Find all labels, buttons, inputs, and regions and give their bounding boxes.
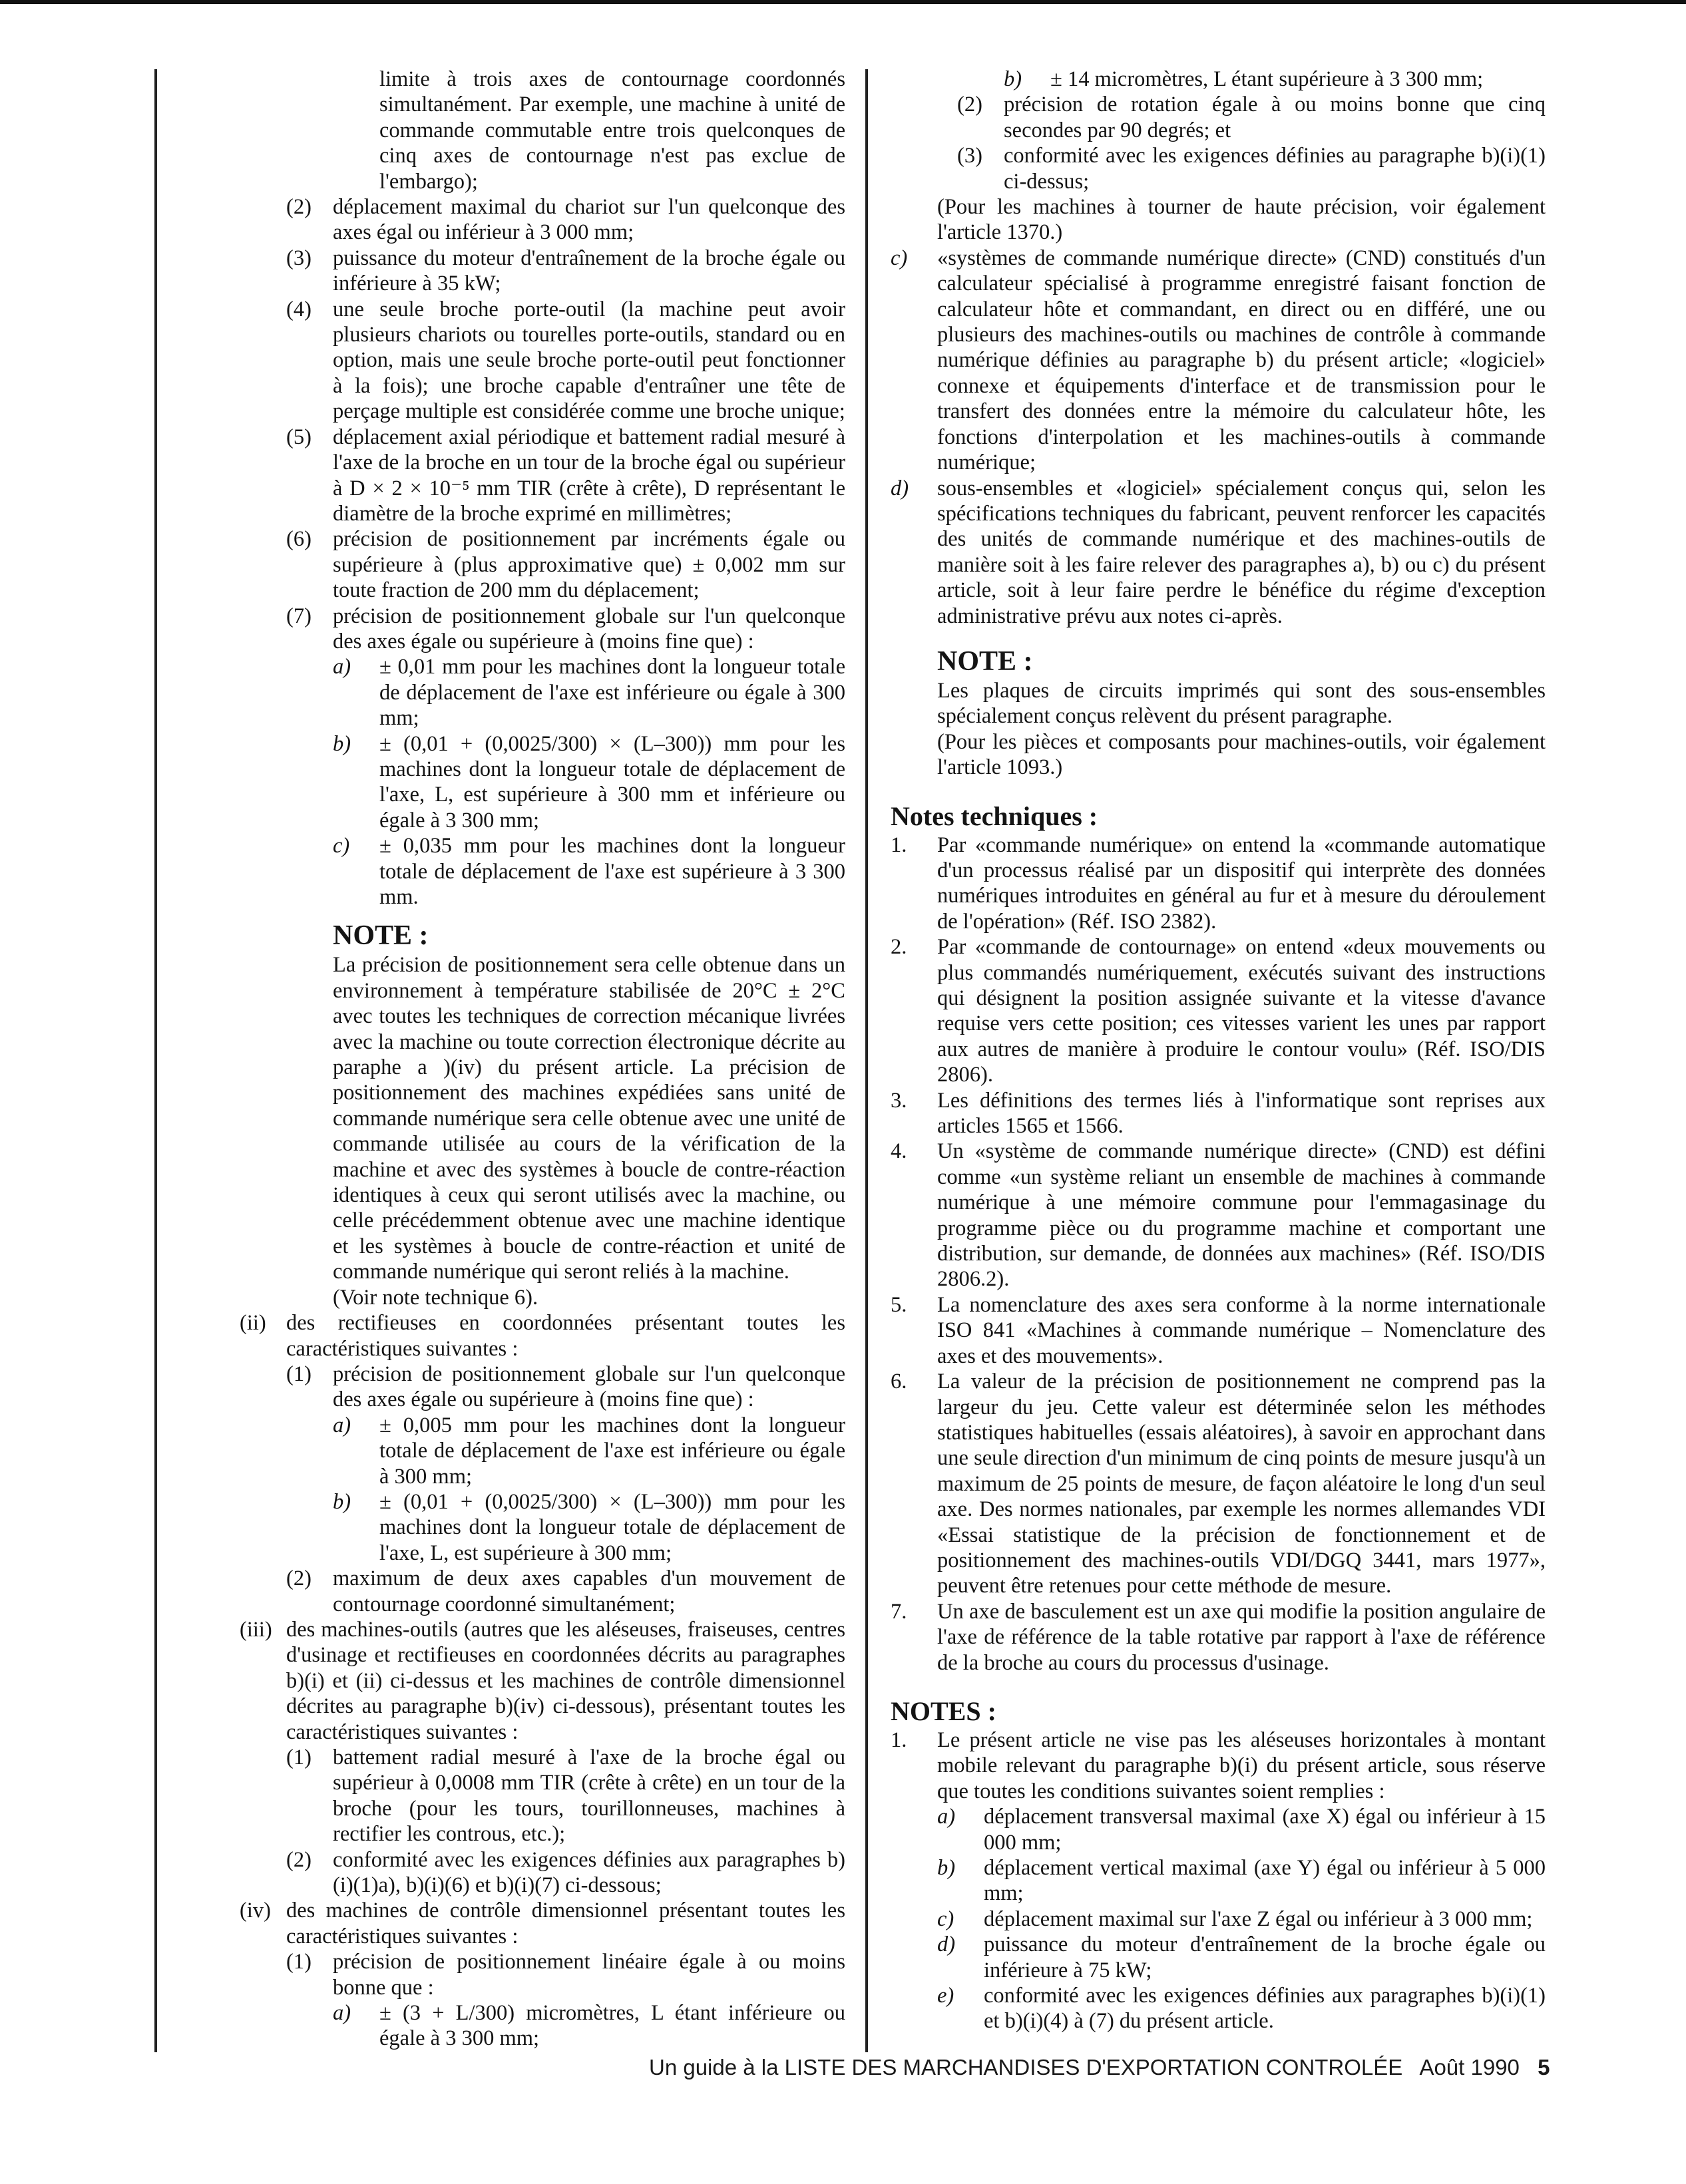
list-item-label: b) xyxy=(1004,67,1022,91)
list-item xyxy=(891,476,1546,629)
list-item-text: déplacement vertical maximal (axe Y) égal ou inférieur à 5 000 mm; xyxy=(984,1856,1546,1906)
list-item-label: a) xyxy=(937,1805,956,1829)
list-item xyxy=(333,731,845,834)
right-item-list xyxy=(891,67,1546,629)
list-item-text: Un axe de basculement est un axe qui modifie la position angulaire de l'axe de référence de la table rotative par rapport à l'axe de référence de la broche au cours du processus d'usinage. xyxy=(937,1599,1546,1675)
list-item xyxy=(286,246,845,297)
list-item-label: a) xyxy=(333,1413,351,1437)
list-item-text: battement radial mesuré à l'axe de la broche égal ou supérieur à 0,0008 mm TIR (crête à crête) en un tour de la broche (pour les tours, tourillonneuses, machines à rectifier les controus, etc.); xyxy=(333,1745,845,1847)
list-item-text: précision de positionnement par incréments égale ou supérieure à (plus approximative que) ± 0,002 mm sur toute fraction de 200 mm du déplacement; xyxy=(333,527,845,603)
list-item xyxy=(957,143,1546,194)
page-top-rule xyxy=(0,0,1686,4)
list-item-text: ± (0,01 + (0,0025/300) × (L–300)) mm pour les machines dont la longueur totale de déplacement de l'axe, L, est supérieure à 300 mm et inférieure ou égale à 3 300 mm; xyxy=(379,731,845,832)
left-column xyxy=(220,67,845,2052)
list-item-text: sous-ensembles et «logiciel» spécialement conçus qui, selon les spécifications techniques du fabricant, peuvent renforcer les capacités des unités de commande numérique et des machines-outils de manière soit à les faire relever des paragraphes a), b) ou c) du présent article, soit à leur faire perdre le bénéfice du régime d'exception administrative prévu aux notes ci-après. xyxy=(937,476,1546,628)
list-item xyxy=(379,67,845,194)
list-item-text: ± 0,035 mm pour les machines dont la longueur totale de déplacement de l'axe est supérieure à 3 300 mm. xyxy=(379,834,845,909)
list-item-text: Le présent article ne vise pas les aléseuses horizontales à montant mobile relevant du paragraphe b)(i) du présent article, sous réserve que toutes les conditions suivantes soient remplies : xyxy=(937,1728,1546,1803)
list-item-label: 4. xyxy=(891,1139,907,1164)
list-item-label: (iii) xyxy=(240,1617,272,1642)
list-item-text: ± (3 + L/300) micromètres, L étant inférieure ou égale à 3 300 mm; xyxy=(379,2001,845,2051)
list-item-text: précision de rotation égale à ou moins bonne que cinq secondes par 90 degrés; et xyxy=(1004,92,1546,142)
list-item xyxy=(286,1949,845,2000)
list-item-text: déplacement axial périodique et battement radial mesuré à l'axe de la broche en un tour de la broche égal ou supérieur à D × 2 × 10⁻⁵ mm TIR (crête à crête), D représentant le diamètre de la broche exprimé en millimètres; xyxy=(333,425,845,526)
list-item-label: c) xyxy=(333,834,350,858)
left-note-see: (Voir note technique 6). xyxy=(333,1285,538,1310)
list-item-text: Les définitions des termes liés à l'informatique sont reprises aux articles 1565 et 1566. xyxy=(937,1088,1546,1139)
list-item-label: 7. xyxy=(891,1599,907,1624)
list-item-text: Par «commande de contournage» on entend «deux mouvements ou plus commandés numériquement, exécutés suivant des instructions qui désignent la position assignée suivante et la vitesse d'avance requise vers cette position; ces vitesses varient les unes par rapport aux autres de manière à produire le contour voulu» (Réf. ISO/DIS 2806). xyxy=(937,935,1546,1087)
list-item-text: La nomenclature des axes sera conforme à la norme internationale ISO 841 «Machines à commande numérique – Nomenclature des axes et des mouvements». xyxy=(937,1292,1546,1368)
list-item xyxy=(333,654,845,731)
list-item-label: 1. xyxy=(891,1728,907,1752)
list-item xyxy=(937,194,1546,246)
list-item-label: 2. xyxy=(891,935,907,960)
list-item-label: (1) xyxy=(286,1950,312,1974)
list-item-label: (1) xyxy=(286,1745,312,1769)
list-item xyxy=(891,1369,1546,1599)
list-item xyxy=(333,2000,845,2052)
list-item xyxy=(957,92,1546,143)
list-item xyxy=(286,526,845,603)
list-item-label: (2) xyxy=(957,92,982,117)
list-item-label: a) xyxy=(333,2001,351,2026)
list-item xyxy=(891,1728,1546,1804)
list-item xyxy=(286,1362,845,1413)
left-note-text: La précision de positionnement sera celle obtenue dans un environnement à température stabilisée de 20°C ± 2°C avec toutes les techniques de correction mécanique livrées avec la machine ou toute correction électronique décrite au paraphe a )(iv) du présent article. La précision de positionnement des machines expédiées sans unité de commande numérique sera celle obtenue avec une unité de commande utilisée au cours de la vérification de la machine et avec des systèmes à boucle de contre-réaction identiques à ceux qui seront utilisés avec la machine, ou celle précédemment obtenue avec une machine identique et les systèmes à boucle de contre-réaction et unité de commande numérique qui seront reliés à la machine. xyxy=(333,953,845,1284)
list-item xyxy=(891,1292,1546,1369)
list-item-text: une seule broche porte-outil (la machine peut avoir plusieurs chariots ou tourelles porte-outils, standard ou en option, mais une seule broche porte-outil peut fonctionner à la fois); une broche capable d'entraîner une tête de perçage multiple est considérée comme une broche unique; xyxy=(333,297,845,424)
list-item-label: (3) xyxy=(286,246,312,270)
list-item-label: 1. xyxy=(891,832,907,857)
list-item-text: «systèmes de commande numérique directe» (CND) constitués d'un calculateur spécialisé à programme enregistré faisant fonction de calculateur hôte et commandant, en direct ou en différé, une ou plusieurs des machines-outils ou machines de contrôle à commande numérique définies au paragraphe b) du présent article; «logiciel» connexe et équipements d'interface et de transmission pour le transfert des données entre la mémoire du calculateur hôte, les fonctions d'interpolation et les machines-outils à commande numérique; xyxy=(937,246,1546,475)
list-item-text: des machines de contrôle dimensionnel présentant toutes les caractéristiques suivantes : xyxy=(286,1899,845,1948)
list-item-label: (3) xyxy=(957,144,982,168)
footer-guide-title: Un guide à la LISTE DES MARCHANDISES D'EXPORTATION CONTROLÉE xyxy=(649,2055,1403,2080)
list-item-label: (2) xyxy=(286,195,312,220)
list-item xyxy=(286,297,845,425)
list-item-label: 5. xyxy=(891,1292,907,1317)
list-item-label: (5) xyxy=(286,425,312,449)
list-item-label: d) xyxy=(891,476,909,500)
list-item-label: 6. xyxy=(891,1369,907,1394)
list-item xyxy=(1004,67,1546,92)
column-divider-left xyxy=(154,69,157,2052)
list-item-label: (2) xyxy=(286,1566,312,1591)
list-item xyxy=(333,1489,845,1566)
tech-notes-heading: Notes techniques : xyxy=(891,801,1098,831)
list-item xyxy=(891,1599,1546,1676)
list-item-label: b) xyxy=(333,731,351,756)
list-item-text: La valeur de la précision de positionnement ne comprend pas la largeur du jeu. Cette valeur est déterminée selon les méthodes statistiques habituelles (essais aléatoires), à savoir en approchant dans une seule direction d'un minimum de cinq points de mesure jusqu'à un maximum de 25 points de mesure, de façon aléatoire le long d'un seul axe. Des normes nationales, par exemple les normes allemandes VDI «Essai statistique de la précision de fonctionnement et de positionnement des machines-outils VDI/DGQ 3441, mars 1977», peuvent être retenues pour cette méthode de mesure. xyxy=(937,1369,1546,1598)
footer-date: Août 1990 xyxy=(1419,2055,1520,2080)
right-note-see: (Pour les pièces et composants pour machines-outils, voir également l'article 1093.) xyxy=(937,729,1546,780)
list-item xyxy=(891,1088,1546,1139)
list-item-text: déplacement maximal sur l'axe Z égal ou inférieur à 3 000 mm; xyxy=(984,1907,1533,1931)
list-item xyxy=(240,1898,845,1949)
list-item-text: Un «système de commande numérique directe» (CND) est défini comme «un système reliant un ensemble de machines à commande numérique à une mémoire commune pour l'emmagasinage du programme pièce ou du programme machine et comportant une distribution, sur demande, de données aux machines» (Réf. ISO/DIS 2806.2). xyxy=(937,1139,1546,1292)
list-item-label: (4) xyxy=(286,297,312,321)
list-item-text: ± 14 micromètres, L étant supérieure à 3 300 mm; xyxy=(1050,67,1484,91)
list-item-text: maximum de deux axes capables d'un mouvement de contournage coordonné simultanément; xyxy=(333,1566,845,1616)
list-item-text: ± (0,01 + (0,0025/300) × (L–300)) mm pour les machines dont la longueur totale de déplacement de l'axe, L, est supérieure à 300 mm; xyxy=(379,1489,845,1565)
list-item xyxy=(937,1932,1546,1983)
list-item xyxy=(891,246,1546,476)
list-item xyxy=(937,1983,1546,2034)
left-item-list xyxy=(220,67,845,910)
list-item xyxy=(891,832,1546,935)
list-item xyxy=(891,934,1546,1087)
list-item-text: (Pour les machines à tourner de haute précision, voir également l'article 1370.) xyxy=(937,195,1546,245)
right-note-text: Les plaques de circuits imprimés qui sont des sous-ensembles spécialement conçus relèvent du présent paragraphe. xyxy=(937,678,1546,729)
list-item-label: b) xyxy=(937,1856,956,1880)
tech-notes-list xyxy=(891,832,1546,1676)
list-item xyxy=(286,604,845,655)
left-item-list-2 xyxy=(220,1310,845,2052)
list-item xyxy=(286,194,845,246)
list-item-label: c) xyxy=(891,246,908,270)
list-item-text: des rectifieuses en coordonnées présentant toutes les caractéristiques suivantes : xyxy=(286,1311,845,1361)
list-item-label: 3. xyxy=(891,1088,907,1113)
list-item xyxy=(937,1855,1546,1907)
list-item-text: des machines-outils (autres que les aléseuses, fraiseuses, centres d'usinage et rectifieuses en coordonnées décrits au paragraphes b)(i) et (ii) ci-dessus et les machines de contrôle dimensionnel décrites au paragraphe b)(iv) ci-dessous), présentant toutes les caractéristiques suivantes : xyxy=(286,1617,845,1744)
list-item-text: limite à trois axes de contournage coordonnés simultanément. Par exemple, une machine à unité de commande commutable entre trois quelconques de cinq axes de contournage n'est pas exclue de l'embargo); xyxy=(379,67,845,194)
list-item-label: c) xyxy=(937,1907,954,1931)
list-item-label: e) xyxy=(937,1984,954,2008)
list-item-label: (2) xyxy=(286,1847,312,1872)
list-item-text: conformité avec les exigences définies aux paragraphes b)(i)(1)a), b)(i)(6) et b)(i)(7) ci-dessous; xyxy=(333,1847,845,1898)
list-item xyxy=(240,1617,845,1745)
right-column xyxy=(891,67,1546,2034)
list-item-label: b) xyxy=(333,1489,351,1514)
list-item-label: (6) xyxy=(286,527,312,552)
list-item-text: précision de positionnement linéaire égale à ou moins bonne que : xyxy=(333,1950,845,2000)
list-item-label: (iv) xyxy=(240,1899,271,1923)
list-item-text: ± 0,005 mm pour les machines dont la longueur totale de déplacement de l'axe est inférieure ou égale à 300 mm; xyxy=(379,1413,845,1489)
list-item-text: ± 0,01 mm pour les machines dont la longueur totale de déplacement de l'axe est inférieure ou égale à 300 mm; xyxy=(379,655,845,731)
list-item-text: conformité avec les exigences définies au paragraphe b)(i)(1) ci-dessus; xyxy=(1004,144,1546,194)
list-item-text: précision de positionnement globale sur l'un quelconque des axes égale ou supérieure à (moins fine que) : xyxy=(333,1362,845,1412)
list-item xyxy=(286,1745,845,1847)
list-item xyxy=(333,1413,845,1489)
list-item xyxy=(333,833,845,910)
list-item-label: a) xyxy=(333,655,351,679)
page-footer xyxy=(649,2055,1581,2080)
list-item xyxy=(240,1310,845,1362)
notes-list xyxy=(891,1728,1546,2034)
list-item-label: (1) xyxy=(286,1362,312,1386)
list-item-label: (7) xyxy=(286,604,312,628)
list-item xyxy=(286,1847,845,1899)
list-item-text: Par «commande numérique» on entend la «commande automatique d'un processus réalisé par un dispositif qui interprète des données numériques introduites en général au fur et à mesure du déroulement de l'opération» (Réf. ISO 2382). xyxy=(937,832,1546,934)
list-item xyxy=(286,1566,845,1617)
right-note-heading: NOTE : xyxy=(937,645,1033,677)
list-item-label: (ii) xyxy=(240,1311,266,1336)
list-item-text: précision de positionnement globale sur l'un quelconque des axes égale ou supérieure à (moins fine que) : xyxy=(333,604,845,653)
notes-heading: NOTES : xyxy=(891,1696,996,1726)
left-note-heading: NOTE : xyxy=(333,920,429,952)
list-item-text: déplacement maximal du chariot sur l'un quelconque des axes égal ou inférieur à 3 000 mm; xyxy=(333,195,845,245)
list-item-text: puissance du moteur d'entraînement de la broche égale ou inférieure à 35 kW; xyxy=(333,246,845,296)
list-item xyxy=(286,425,845,527)
list-item-text: déplacement transversal maximal (axe X) égal ou inférieur à 15 000 mm; xyxy=(984,1805,1546,1855)
list-item-text: conformité avec les exigences définies aux paragraphes b)(i)(1) et b)(i)(4) à (7) du présent article. xyxy=(984,1984,1546,2034)
list-item-label: d) xyxy=(937,1932,956,1957)
list-item xyxy=(891,1139,1546,1292)
list-item-text: puissance du moteur d'entraînement de la broche égale ou inférieure à 75 kW; xyxy=(984,1932,1546,1982)
list-item xyxy=(937,1804,1546,1855)
column-divider-center xyxy=(865,69,868,2052)
page-number: 5 xyxy=(1538,2055,1550,2080)
list-item xyxy=(937,1907,1546,1932)
